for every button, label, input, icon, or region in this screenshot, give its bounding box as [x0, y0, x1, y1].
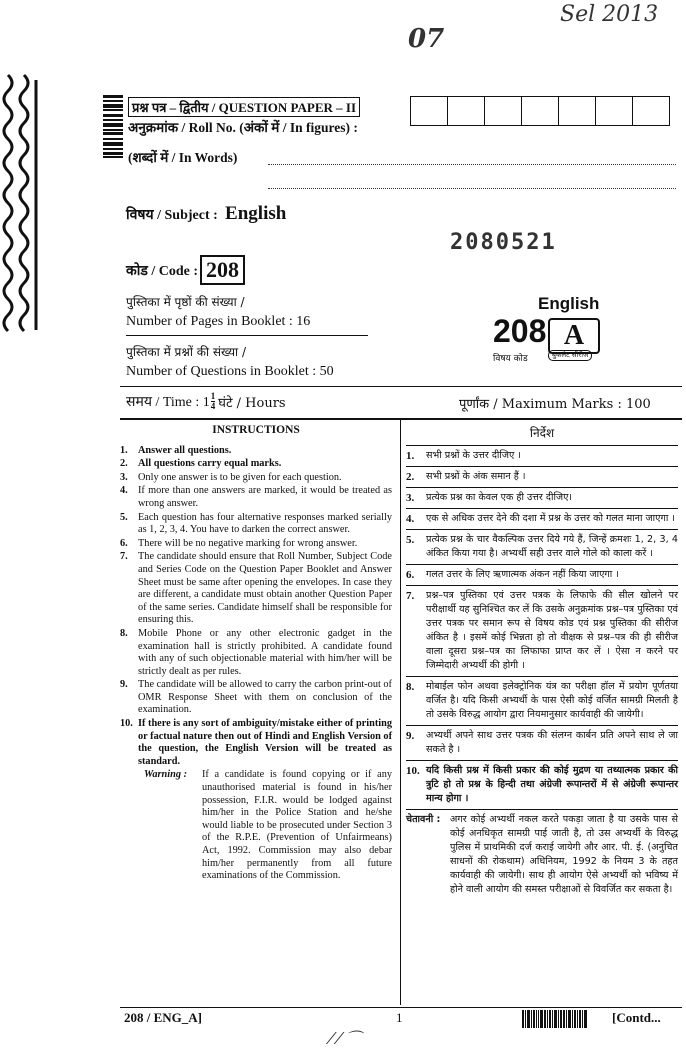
hindi-instruction-number: 1.	[406, 450, 415, 462]
hindi-instruction-number: 2.	[406, 471, 415, 483]
instruction-text: Answer all questions.	[138, 444, 232, 456]
roll-in-words-field[interactable]	[268, 164, 676, 165]
instruction-text: Each question has four alternative responses marked serially as 1, 2, 3, 4. You have to darken the correct answer.	[138, 511, 392, 536]
footer-left: 208 / ENG_A]	[124, 1010, 202, 1025]
decorative-border-ornament	[2, 70, 40, 340]
handwritten-note-top-right: Sel 2013	[560, 2, 659, 27]
questions-hindi: पुस्तिका में प्रश्नों की संख्या /	[126, 345, 246, 359]
footer-barcode	[522, 1010, 588, 1028]
instruction-text: The candidate will be allowed to carry the carbon print-out of OMR Response Sheet with them on conclusion of the examination.	[138, 679, 392, 716]
time-bottom-rule	[120, 418, 682, 420]
instruction-text: The candidate should ensure that Roll Number, Subject Code and Series Code on the Question Paper Booklet and Answer Sheet must be same after opening the envelopes. In case they are different, a candidate must obtain another Question Paper of the same series. Candidate himself shall be responsible for ensuring this.	[138, 551, 392, 626]
instruction-item	[120, 458, 392, 471]
question-paper-title: प्रश्न पत्र – द्वितीय / QUESTION PAPER – II	[128, 97, 360, 117]
hindi-instruction-number: 5.	[406, 534, 415, 546]
hindi-instruction-item	[406, 512, 678, 526]
instruction-text: If more than one answers are marked, it would be treated as wrong answer.	[138, 485, 392, 509]
time-row	[126, 392, 286, 411]
time-top-rule	[120, 386, 682, 387]
hindi-instruction-text: प्रत्येक प्रश्न का केवल एक ही उत्तर दीजिए।	[426, 492, 573, 503]
hindi-instruction-text: मोबाईल फोन अथवा इलेक्ट्रोनिक यंत्र का परीक्षा हॉल में प्रयोग पूर्णतया वर्जित है। यदि किसी अभ्यर्थी के पास ऐसी कोई वर्जित सामग्री मिलती है तो उसके विरुद्ध आयोग द्वारा नियमानुसार कार्यवाही की जायेगी।	[426, 681, 678, 720]
time-fraction-num: 1	[210, 391, 216, 401]
column-divider	[400, 420, 401, 1005]
hindi-item-rule	[406, 585, 678, 586]
code-value: 208	[200, 255, 245, 285]
max-marks: पूर्णांक / Maximum Marks : 100	[459, 397, 651, 412]
instruction-text: There will be no negative marking for wrong answer.	[138, 537, 358, 549]
instruction-text: All questions carry equal marks.	[138, 458, 282, 470]
hindi-item-rule	[406, 809, 678, 810]
hindi-instructions-list	[406, 449, 678, 810]
hindi-instruction-number: 9.	[406, 730, 415, 742]
sticker-series: A	[563, 320, 585, 351]
instruction-item	[120, 472, 392, 485]
hindi-instructions-column	[406, 424, 678, 897]
instruction-number: 2.	[120, 458, 128, 470]
subject-label: विषय / Subject :	[126, 208, 218, 223]
hindi-item-rule	[406, 564, 678, 565]
hindi-instruction-item	[406, 449, 678, 463]
hindi-instruction-item	[406, 470, 678, 484]
instruction-number: 3.	[120, 471, 128, 483]
hindi-warning-block	[406, 813, 678, 897]
hindi-instruction-text: अभ्यर्थी अपने साथ उत्तर पत्रक की संलग्न कार्बन प्रति अपने साथ ले जा सकते है ।	[426, 730, 678, 755]
sticker-subject: English	[538, 294, 600, 313]
hindi-instruction-item	[406, 729, 678, 757]
header-barcode	[103, 95, 123, 170]
pages-hindi: पुस्तिका में पृष्ठों की संख्या /	[126, 295, 245, 309]
hindi-instruction-text: एक से अधिक उत्तर देने की दशा में प्रश्न के उत्तर को गलत माना जाएगा ।	[426, 513, 676, 524]
hindi-item-rule	[406, 487, 678, 488]
instruction-number: 9.	[120, 679, 128, 691]
instruction-item	[120, 485, 392, 510]
hindi-instruction-item	[406, 589, 678, 673]
instruction-text: Only one answer is to be given for each question.	[138, 471, 342, 483]
handwritten-note-top-center: 07	[408, 24, 445, 54]
serial-number: 2080521	[450, 230, 557, 255]
hindi-instruction-text: सभी प्रश्नों के उत्तर दीजिए ।	[426, 450, 521, 461]
hindi-item-rule	[406, 760, 678, 761]
hindi-item-rule	[406, 529, 678, 530]
time-suffix: घंटे / Hours	[218, 395, 286, 411]
time-fraction-den: 4	[210, 401, 216, 411]
hindi-instruction-number: 3.	[406, 492, 415, 504]
hindi-instructions-heading: निर्देश	[529, 426, 555, 440]
subject-row	[126, 203, 286, 225]
hindi-instruction-item	[406, 764, 678, 806]
instruction-number: 1.	[120, 444, 128, 456]
hindi-instruction-item	[406, 568, 678, 582]
hindi-item-rule	[406, 466, 678, 467]
instruction-item	[120, 679, 392, 717]
hindi-instruction-text: यदि किसी प्रश्न में किसी प्रकार की कोई मुद्रण या तथ्यात्मक प्रकार की त्रुटि हो तो प्रश्न के हिन्दी तथा अंग्रेजी रूपान्तरों में से अंग्रेजी रूपान्तर मान्य होगा ।	[426, 765, 678, 804]
instructions-list	[120, 445, 392, 769]
warning-text: If a candidate is found copying or if any unauthorised material is found in his/her possession, F.I.R. would be lodged against him/her in the Police Station and he/she would liable to be prosecuted under Section 3 of the R.P.E. (Prevention of Unfairmeans) Act, 1992. Commission may also debar him/her permanently from all future examinations of the Commission.	[202, 769, 392, 882]
time-prefix: समय / Time : 1	[126, 395, 210, 410]
instructions-column	[120, 424, 392, 883]
time-fraction	[211, 392, 216, 411]
code-row	[126, 255, 245, 285]
roll-number-label: अनुक्रमांक / Roll No. (अंकों में / In figures) :	[128, 120, 358, 135]
hindi-instruction-number: 6.	[406, 569, 415, 581]
roll-in-words-label: (शब्दों में / In Words)	[128, 150, 238, 165]
instruction-number: 10.	[120, 718, 133, 730]
instruction-text: Mobile Phone or any other electronic gadget in the examination hall is strictly prohibited. A candidate found with any of such objectionable material with him/her will be strictly dealt as per rules.	[138, 627, 392, 677]
instruction-number: 5.	[120, 511, 128, 523]
footer-rule	[120, 1007, 682, 1008]
hindi-instruction-number: 8.	[406, 681, 415, 693]
hindi-instruction-number: 7.	[406, 590, 415, 602]
instruction-item	[120, 628, 392, 678]
hindi-instruction-text: प्रत्येक प्रश्न के चार वैकल्पिक उत्तर दिये गये हैं, जिन्हें क्रमशः 1, 2, 3, 4 अंकित किया गया है। अभ्यर्थी सही उत्तर वाले गोले को काला करें ।	[426, 534, 678, 559]
hindi-heading-rule	[406, 445, 678, 446]
instruction-text: If there is any sort of ambiguity/mistake either of printing or factual nature then out of Hindi and English Version of the question, the English Version will be treated as standard.	[138, 718, 392, 767]
hindi-instruction-item	[406, 680, 678, 722]
hindi-warning-label: चेतावनी :	[406, 814, 441, 825]
instruction-item	[120, 718, 392, 768]
handwritten-mark-bottom: ⁄ ⁄ ⌒	[330, 1029, 362, 1048]
hindi-item-rule	[406, 676, 678, 677]
hindi-instruction-text: प्रश्न–पत्र पुस्तिका एवं उत्तर पत्रक के लिफाफे की सील खोलने पर परीक्षार्थी यह सुनिश्चित कर लें कि उसके अनुक्रमांक प्रश्न–पत्र पुस्तिका एवं उत्तर पत्रक पर समान रूप से विषय कोड एवं प्रश्न पुस्तिका की सीरीज अंकित है । इसमें कोई भिन्नता हो तो वीक्षक से प्रश्न–पत्र की ही सीरीज वाला दूसरा प्रश्न–पत्र का लिफाफा प्राप्त कर लें । ऐसा न करने पर जिम्मेदारी अभ्यर्थी की होगी ।	[426, 590, 678, 671]
sticker-series-box	[548, 318, 600, 354]
hindi-warning-text: अगर कोई अभ्यर्थी नकल करते पकड़ा जाता है या उसके पास से कोई अनधिकृत सामग्री पाई जाती है, तो उस अभ्यर्थी के विरुद्ध पुलिस में प्राथमिकी दर्ज कराई जायेगी और आर. पी. ई. (अनुचित साधनों की रोकथाम) अधिनियम, 1992 के नियम 3 के तहत कार्यवाही की जायेगी। साथ ही आयोग ऐसे अभ्यर्थी को भविष्य में होने वाली आयोग की समस्त परीक्षाओं से विवर्जित कर सकता है।	[450, 814, 678, 895]
warning-block	[120, 769, 392, 882]
roll-in-words-field-2[interactable]	[268, 188, 676, 189]
sticker-series-label: बुकलेट सीरीज	[548, 350, 592, 361]
hindi-instruction-item	[406, 491, 678, 505]
subject-value: English	[225, 203, 287, 224]
instructions-heading: INSTRUCTIONS	[212, 424, 300, 436]
instruction-number: 7.	[120, 551, 128, 563]
sticker-code-label: विषय कोड	[493, 354, 528, 364]
footer-contd: [Contd...	[612, 1010, 661, 1025]
hindi-instruction-number: 4.	[406, 513, 415, 525]
instruction-item	[120, 512, 392, 537]
pages-divider	[126, 335, 368, 336]
hindi-item-rule	[406, 508, 678, 509]
hindi-instruction-item	[406, 533, 678, 561]
hindi-instruction-text: सभी प्रश्नों के अंक समान हैं ।	[426, 471, 526, 482]
hindi-instruction-number: 10.	[406, 765, 420, 777]
code-label: कोड / Code :	[126, 263, 199, 279]
pages-english: Number of Pages in Booklet : 16	[126, 314, 311, 329]
hindi-item-rule	[406, 725, 678, 726]
instruction-number: 8.	[120, 627, 128, 639]
sticker-code: 208	[493, 313, 547, 349]
footer-page-number: 1	[396, 1010, 403, 1025]
instruction-number: 4.	[120, 485, 128, 497]
hindi-instruction-text: गलत उत्तर के लिए ऋणात्मक अंकन नहीं किया जाएगा ।	[426, 569, 619, 580]
instruction-item	[120, 551, 392, 627]
questions-english: Number of Questions in Booklet : 50	[126, 364, 334, 379]
instruction-item	[120, 445, 392, 458]
roll-number-boxes[interactable]	[410, 96, 670, 126]
instruction-item	[120, 538, 392, 551]
warning-label: Warning :	[144, 769, 188, 781]
instruction-number: 6.	[120, 537, 128, 549]
